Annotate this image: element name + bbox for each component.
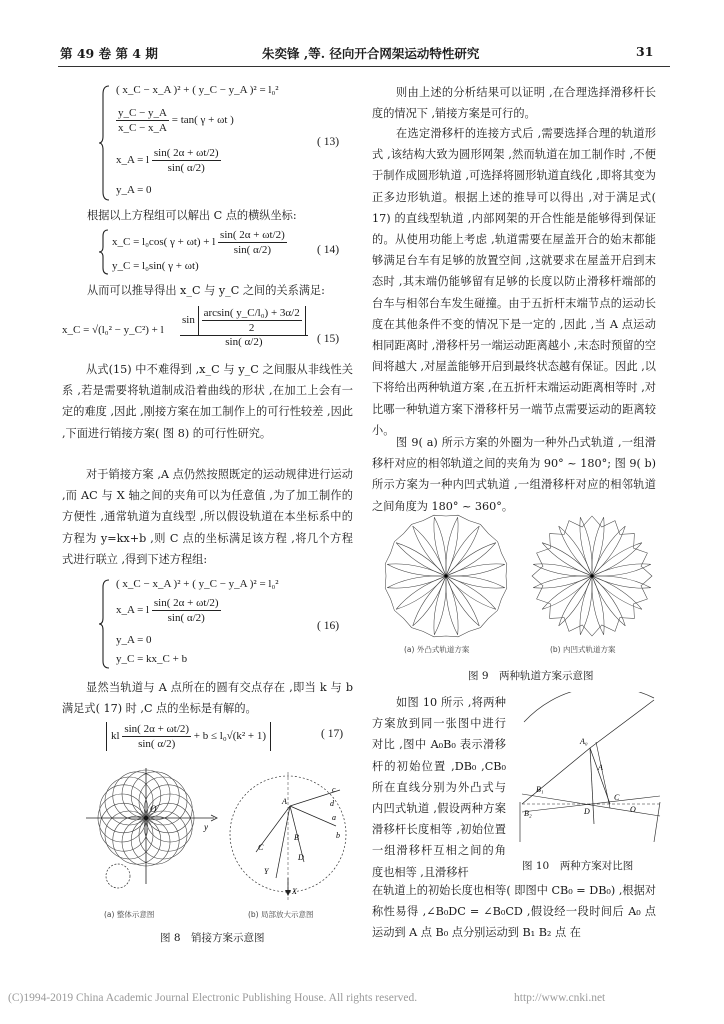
fig8b-label-D: D [298, 853, 304, 862]
fig8b-label-C: C [258, 843, 264, 852]
left-brace-icon [98, 578, 112, 670]
eq13-line3: x_A = l $\frac{\sin( 2\alpha + \omega t/2)}{\sin( \alpha/2)}$ [116, 147, 219, 174]
paragraph-relation: 从而可以推导得出 x_C 与 y_C 之间的关系满足: [87, 284, 325, 297]
fig9a-subcaption: (a) 外凸式轨道方案 [404, 645, 470, 654]
fig10-label-B2: B₂ [524, 809, 532, 818]
fig10-label-C: C [614, 793, 620, 802]
equation-15 [62, 306, 332, 358]
left-brace-icon [98, 84, 112, 202]
fig8a-detail-circle [106, 864, 130, 888]
fig10-label-B1: B₁ [536, 785, 544, 794]
figure10-caption: 图 10 两种方案对比图 [522, 860, 634, 872]
header-rule [58, 66, 670, 67]
paragraph-fig10-desc: 如图 10 所示 ,将两种方案放到同一张图中进行对比 ,图中 A₀B₀ 表示滑移杆的初始位置 ,DB₀ ,CB₀ 所在直线分别为外凸式与内凹式轨道 ,假设两种方案滑移杆长度相等 ,初始位置一组滑移杆互相之间的角度也相等 ,且滑移杆 [372, 696, 506, 879]
fig10-label-D: D [584, 807, 590, 816]
figure9-caption: 图 9 两种轨道方案示意图 [468, 670, 594, 682]
footer-url[interactable]: http://www.cnki.net [514, 992, 606, 1004]
paragraph-pin-scheme: 对于销接方案 ,A 点仍然按照既定的运动规律进行运动 ,而 AC 与 X 轴之间的夹角可以为任意值 ,为了加工制作的方便性 ,通常轨道为直线型 ,所以假设轨道在本坐标系中的方程为 y=kx+b ,则 C 点的坐标满足该方程 ,将几个方程式进行联立 ,得到下述方程组: [62, 468, 353, 566]
fig8b-label-c: c [332, 785, 336, 794]
figure8-caption: 图 8 销接方案示意图 [160, 932, 265, 944]
eq14-line1: x_C = l₀cos( γ + ωt) + l $\frac{\sin( 2\alpha + \omega t/2)}{\sin( \alpha/2)}$ [112, 229, 285, 256]
figure10-comparison [514, 692, 664, 850]
eq15-fraction: sin $\frac{\text{arcsin( y\_C/l₀) + 3α/2}}{2}$ sin( α/2) [180, 306, 308, 348]
eq16-line2: x_A = l $\frac{\sin( 2\alpha + \omega t/2)}{\sin( \alpha/2)}$ [116, 597, 219, 624]
paragraph-symmetry: 在轨道上的初始长度也相等( 即图中 CB₀ = DB₀) ,根据对称性易得 ,∠B₀DC = ∠B₀CD ,假设经一段时间后 A₀ 点运动到 A 点 B₀ 点分别运动到 B₁ B₂ 点 在 [372, 884, 656, 940]
fig8b-label-b: b [336, 831, 340, 840]
paragraph-condition: 显然当轨道与 A 点所在的圆有交点存在 ,即当 k 与 b 满足式( 17) 时 ,C 点的坐标是有解的。 [62, 681, 353, 716]
paragraph-fig9-desc: 图 9( a) 所示方案的外圈为一种外凸式轨道 ,一组滑移杆对应的相邻轨道之间的夹角为 90° ~ 180°; 图 9( b) 所示方案为一种内凹式轨道 ,一组滑移杆对应的相邻轨道之间角度为 180° ~ 360°。 [372, 436, 656, 513]
eq16-line4: y_C = kx_C + b [116, 653, 188, 665]
fig8a-label-O: O [150, 804, 157, 814]
paragraph-nonlinear: 从式(15) 中不难得到 ,x_C 与 y_C 之间服从非线性关系 ,若是需要将轨道制成沿着曲线的形状 ,在加工上会有一定的难度 ,因此 ,刚接方案在加工制作上的可行性较差 ,因此 ,下面进行销接方案( 图 8) 的可行性研究。 [62, 363, 353, 440]
fig9b-center [590, 574, 594, 578]
fig8a-label-y: y [204, 822, 208, 832]
journal-volume: 第 49 卷 第 4 期 [60, 46, 158, 61]
eq16-line1: ( x_C − x_A )² + ( y_C − y_A )² = l₀² [116, 578, 279, 590]
figure8a-overall-diagram [76, 764, 222, 914]
eq13-line4: y_A = 0 [116, 184, 152, 196]
eq14-line2: y_C = l₀sin( γ + ωt) [112, 260, 199, 272]
fig8b-label-Y: Y [264, 867, 269, 876]
footer-copyright: (C)1994-2019 China Academic Journal Electronic Publishing House. All rights reserved. [8, 992, 418, 1004]
fig8b-subcaption: (b) 局部放大示意图 [248, 910, 314, 919]
eq16-line3: y_A = 0 [116, 634, 152, 646]
eq15-number: ( 15) [317, 333, 340, 345]
eq15-lhs: x_C = √(l₀² − y_C²) + l [62, 324, 164, 336]
equation-13 [98, 84, 348, 202]
eq13-line1: ( x_C − x_A )² + ( y_C − y_A )² = l₀² [116, 84, 279, 96]
fig9a-center [444, 574, 448, 578]
running-title: 朱奕锋 ,等. 径向开合网架运动特性研究 [262, 46, 480, 61]
equation-14 [98, 228, 348, 276]
eq13-number: ( 13) [317, 136, 340, 148]
fig8b-label-d: d [330, 799, 334, 808]
paragraph-feasible: 则由上述的分析结果可以证明 ,在合理选择滑移杆长度的情况下 ,销接方案是可行的。 [372, 86, 656, 121]
equation-16 [98, 578, 348, 670]
eq13-line2: $\frac{y\_C - y\_A}{x\_C - x\_A}$ = tan( γ + ωt ) [118, 107, 234, 134]
equation-17: kl $\frac{\sin( 2\alpha + \omega t/2)}{\sin( \alpha/2)}$ + b ≤ l₀√(k² + 1) [106, 722, 271, 762]
eq14-number: ( 14) [317, 244, 340, 256]
left-brace-icon [98, 228, 110, 276]
fig8b-label-X: X [292, 887, 297, 896]
fig8b-label-A: A [282, 797, 287, 806]
fig10-label-A: A [598, 763, 603, 772]
fig9b-subcaption: (b) 内凹式轨道方案 [550, 645, 616, 654]
fig8a-subcaption: (a) 整体示意图 [104, 910, 155, 919]
figure8b-local-diagram [228, 770, 358, 910]
fig8b-label-B: B [294, 833, 299, 842]
page-number: 31 [636, 44, 654, 59]
paragraph-track-form: 在选定滑移杆的连接方式后 ,需要选择合理的轨道形式 ,该结构大致为圆形网架 ,然而轨道在加工制作时 ,不便于制作成圆形轨道 ,可选择将圆形轨道直线化 ,即将其变为正多边形轨道。根据上述的推导可以得出 ,对于满足式( 17) 的直线型轨道 ,内部网架的开合性能是能够得到保证的。从使用功能上考虑 ,轨道需要在屋盖开合的始末都能够满足台车有足够的放置空间 ,这就要求在屋盖开启到末态时 ,其末端仍能够留有足够的长度以防止滑移杆端部的台车与相邻台车发生碰撞。由于五折杆末端节点的运动长度在其他条件不变的情况下是一定的 ,因此 ,当 A 点运动相同距离时 ,滑移杆另一端运动距离越小 ,末态时预留的空间将越大 ,对屋盖能够开启到最终状态越有保证。因此 ,以下将给出两种轨道方案 ,在五折杆末端运动距离相等时 ,对比哪一种轨道方案下滑移杆另一端节点需要运动的距离较小。 [372, 127, 656, 437]
fig10-label-A0: A₀ [580, 737, 588, 746]
paragraph-solve-c: 根据以上方程组可以解出 C 点的横纵坐标: [87, 209, 297, 222]
figure9b-concave-track [522, 512, 662, 642]
fig8b-label-a: a [332, 813, 336, 822]
fig10-label-O: O [630, 805, 636, 814]
eq17-number: ( 17) [321, 728, 344, 740]
figure9a-convex-track [376, 512, 516, 642]
eq16-number: ( 16) [317, 620, 340, 632]
